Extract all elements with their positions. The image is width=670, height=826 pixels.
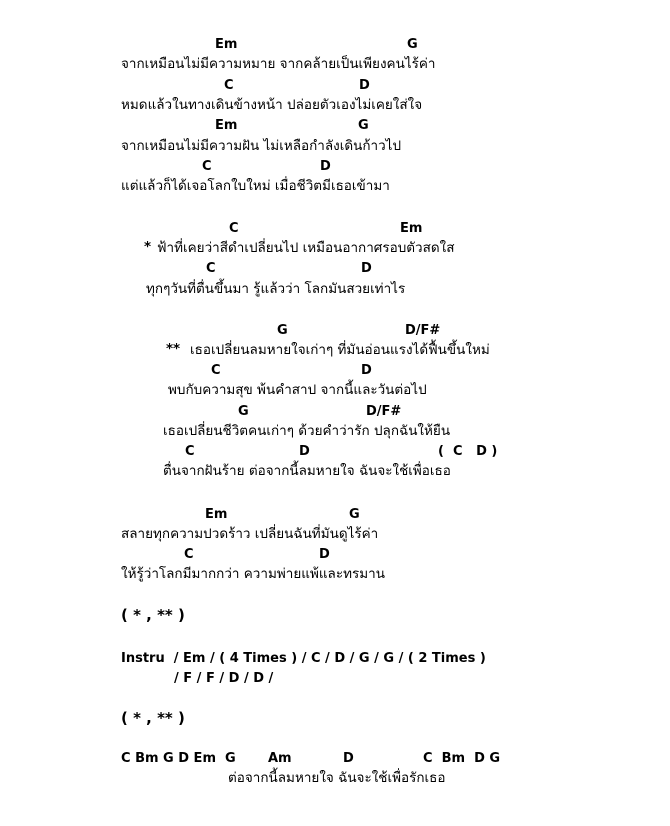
chord: D [343,751,354,766]
chord: G [238,404,249,419]
lyric-line: จากเหมือนไม่มีความฝัน ไม่เหลือกำลังเดินก้าวไป [121,138,402,154]
lyric-line: แต่แล้วก็ได้เจอโลกใบใหม่ เมื่อชีวิตมีเธอเข้ามา [121,178,390,194]
lyric-line: ต่อจากนี้ลมหายใจ ฉันจะใช้เพื่อรักเธอ [228,770,446,786]
chord: D/F# [405,323,441,338]
instrumental-line: / F / F / D / D / [174,671,274,686]
chord: ( C D ) [438,444,498,459]
chord: Am [268,751,292,766]
lyric-line: พบกับความสุข พ้นคำสาป จากนี้และวันต่อไป [168,382,427,398]
chord: C [211,363,221,378]
chord: D [361,261,372,276]
instrumental-line: Instru / Em / ( 4 Times ) / C / D / G / G / ( 2 Times ) [121,651,486,666]
chord: D [299,444,310,459]
chord: Em [400,221,423,236]
chord: D [361,363,372,378]
chord: Em [215,37,238,52]
chord: C [229,221,239,236]
chord: G [349,507,360,522]
chord: C [202,159,212,174]
section-marker: * [144,239,152,255]
section-marker: ** [166,341,181,357]
repeat-marker: ( * , ** ) [121,606,185,624]
lyric-line: จากเหมือนไม่มีความหมาย จากคล้ายเป็นเพียงคนไร้ค่า [121,56,436,72]
lyric-line: เธอเปลี่ยนชีวิตคนเก่าๆ ด้วยคำว่ารัก ปลุกฉันให้ยืน [163,423,451,439]
lyric-line: ให้รู้ว่าโลกมีมากกว่า ความพ่ายแพ้และทรมาน [121,566,385,582]
chord: Em [205,507,228,522]
chord: C [185,444,195,459]
chord: G [407,37,418,52]
chord: C [224,78,234,93]
chord: C Bm G D Em G [121,751,236,766]
chord: C [184,547,194,562]
chord: D [319,547,330,562]
chord: C Bm D G [423,751,501,766]
lyric-line: ทุกๆวันที่ตื่นขึ้นมา รู้แล้วว่า โลกมันสวยเท่าไร [146,281,406,297]
lyric-line: สลายทุกความปวดร้าว เปลี่ยนฉันที่มันดูไร้ค่า [121,526,379,542]
chord: Em [215,118,238,133]
lyric-line: ฟ้าที่เคยว่าสีดำเปลี่ยนไป เหมือนอากาศรอบตัวสดใส [157,240,455,256]
chord: C [206,261,216,276]
lyric-line: เธอเปลี่ยนลมหายใจเก่าๆ ที่มันอ่อนแรงได้ฟื้นขึ้นใหม่ [190,342,490,358]
lyric-line: ตื่นจากฝันร้าย ต่อจากนี้ลมหายใจ ฉันจะใช้เพื่อเธอ [163,463,451,479]
lyric-line: หมดแล้วในทางเดินข้างหน้า ปล่อยตัวเองไม่เคยใส่ใจ [121,97,423,113]
chord: G [277,323,288,338]
repeat-marker: ( * , ** ) [121,709,185,727]
chord: D [359,78,370,93]
chord: D [320,159,331,174]
chord: D/F# [366,404,402,419]
chord: G [358,118,369,133]
